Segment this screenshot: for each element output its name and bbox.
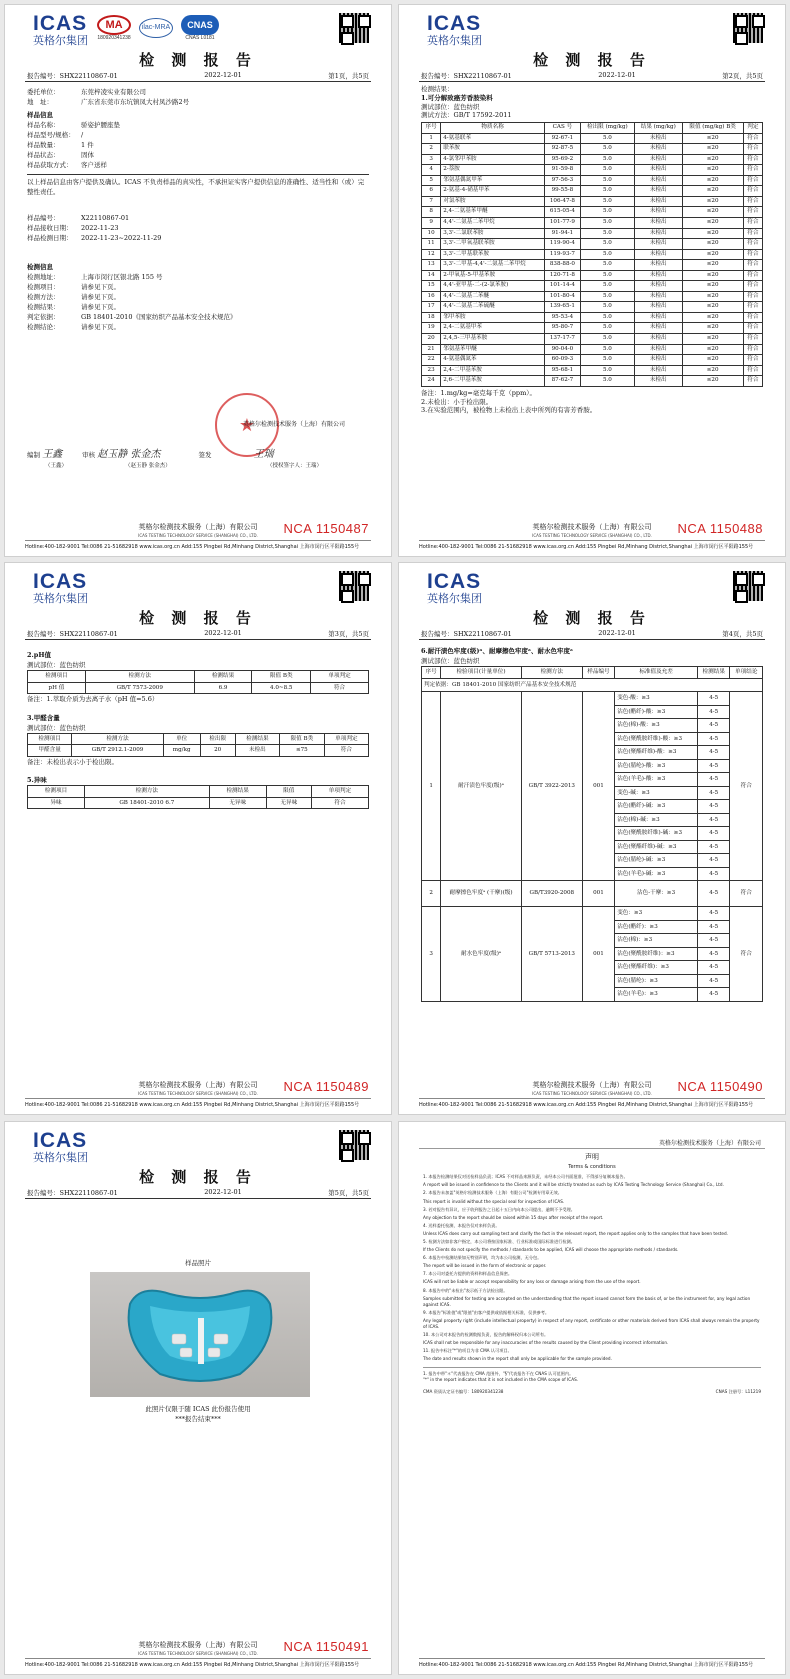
table-row: 2 耐摩擦色牢度ᵃ (干摩)(级) GB/T3920-2008 001 沾色-干摩：≥3 4-5 符合 xyxy=(422,881,763,907)
table-row: 9 4,4'-二氨基二苯甲烷 101-77-9 5.0 未检出 ≤20 符合 xyxy=(422,217,763,228)
info-row: 样品编号： X22110867-01 xyxy=(27,213,130,222)
table-row: 18 邻甲苯胺 95-53-4 5.0 未检出 ≤20 符合 xyxy=(422,312,763,323)
column-header: 检测结果 xyxy=(194,671,252,683)
column-header: 检验项目(计量单位) xyxy=(441,667,522,679)
accreditation-logos xyxy=(97,15,219,41)
terms-paragraph: ICAS shall not be responsible for any inaccuracies of the results caused by the Client providing incorrect information. xyxy=(423,1340,669,1346)
terms-paragraph: If the Clients do not specify the methods / standards to be applied, ICAS will choose the appropriate methods / standards. xyxy=(423,1247,679,1253)
info-row: 样品型号/规格： / xyxy=(27,131,84,140)
terms-paragraph: Unless ICAS does carry out sampling test and clarify the fact in the relevant report, the report applies only to the samples that have been tested. xyxy=(423,1230,728,1236)
table-row: 16 4,4'-二氨基二苯醚 101-80-4 5.0 未检出 ≤20 符合 xyxy=(422,291,763,302)
column-header: 结果 (mg/kg) xyxy=(634,123,682,134)
table-row: 23 2,4-二甲基苯胺 95-68-1 5.0 未检出 ≤20 符合 xyxy=(422,365,763,376)
terms-paragraph: 5. 检测方法如非客户指定，本公司将按国家标准、行业标准或国际标准进行检测。 xyxy=(423,1239,575,1244)
page-title: 检 测 报 告 xyxy=(139,609,257,627)
ilac-logo: ilac-MRA xyxy=(139,18,173,38)
report-page-1: ICAS 英格尔集团 MA 180920341238 ilac-MRA CNAS CNAS L0181 检 测 报 告 报告编号：SHX22110867-01 2022-12-01 第1页，共5页 委托单位： 东莞梓凌实业有限公司 地 址： 广东省东莞市东坑镇凤大村凤沙路2号 样品信息 样品名称： 骄姿护腰座垫 样品型号/规格： / 样品数量： 1 件 样品状态： 固体 样品获取方式： 客户送样 以上样品信息由客户提供及确认。ICAS 不负责样品的真实性，不承担证实客户提供信息的准确性、适当性和（或）完整性责任。 样品编号： X22110867-01 样品接收日期： 2022-11-23 样品检测日期： 2022-11-23~2022-11-29 检测信息 检测地址： 上海市闵行区银北路 155 号 检测项目： 请参见下页。 检测方法： 请参见下页。 检测结果： 请参见下页。 判定依据： GB 18401-2010《国家纺织产品基本安全技术规范》 检测结论： 请参见下页。 ★ 英格尔检测技术服务（上海）有限公司 编制 王鑫 审核 赵玉静 张金杰 签发 王瑞 （王鑫） （赵玉静 张金杰） （授权签字人：王瑞） NCA 1150487 英格尔检测技术服务（上海）有限公司 ICAS TESTING TECHNOLOGY SERVICE (SHANGHAI) CO., LTD. Hotline:400-182-9001 Tel:0086 21-51682918 www.icas.org.cn Add:155 Pingbei Rd,Minhang District,Shanghai 上海市闵行区平阳路155号 xyxy=(4,4,392,557)
column-header: 判定 xyxy=(743,123,762,134)
table-row: 24 2,6-二甲基苯胺 87-62-7 5.0 未检出 ≤20 符合 xyxy=(422,376,763,387)
nca-number: NCA 1150489 xyxy=(283,1079,369,1094)
table-row: 10 3,3'-二氯联苯胺 91-94-1 5.0 未检出 ≤20 符合 xyxy=(422,228,763,239)
table-row: 沾色(醋纤)-碱：≥3 4-5 xyxy=(422,800,763,814)
table-row: 变色-碱：≥3 4-5 xyxy=(422,786,763,800)
nca-number: NCA 1150487 xyxy=(283,521,369,536)
terms-paragraph: Any legal property right (include intellectual property) in respect of any report, certificate or other materials derived from ICAS shall always remain the property of ICAS. xyxy=(423,1317,760,1330)
aromatic-amine-table xyxy=(421,122,763,387)
table-row: 2 联苯胺 92-87-5 5.0 未检出 ≤20 符合 xyxy=(422,144,763,155)
column-header: 检测项目 xyxy=(28,671,86,683)
info-row: 判定依据： GB 18401-2010《国家纺织产品基本安全技术规范》 xyxy=(27,313,237,322)
info-row: 样品接收日期： 2022-11-23 xyxy=(27,223,119,232)
table-row: 6 2-氨基-4-硝基甲苯 99-55-8 5.0 未检出 ≤20 符合 xyxy=(422,186,763,197)
table-row: 沾色(棉)：≥3 4-5 xyxy=(422,934,763,948)
qr-code-icon xyxy=(733,13,763,43)
column-header: 单项结论 xyxy=(730,667,763,679)
table-row: 4 2-萘胺 91-59-8 5.0 未检出 ≤20 符合 xyxy=(422,165,763,176)
nca-number: NCA 1150491 xyxy=(283,1639,369,1654)
cnas-logo: CNAS CNAS L0181 xyxy=(181,15,219,41)
info-row: 样品获取方式： 客户送样 xyxy=(27,161,107,170)
page-footer: 英格尔检测技术服务（上海）有限公司 ICAS TESTING TECHNOLOGY SERVICE (SHANGHAI) CO., LTD. Hotline:400-182-9001 Tel:0086 21-51682918 www.icas.org.cn Add:155 Pingbei Rd,Minhang District,Shanghai 上海市闵行区平阳路155号 xyxy=(25,522,371,550)
terms-paragraph: The report will be issued in the form of electronic or paper. xyxy=(423,1263,547,1269)
terms-paragraph: 9. 本报告"标准值"或"限值"由客户提供或依据相关标准，仅供参考。 xyxy=(423,1309,550,1315)
column-header: 检测方法 xyxy=(84,786,209,798)
info-row: 检测项目： 请参见下页。 xyxy=(27,282,120,291)
table-note: 3.在实验范围内，被检物上未检出上表中所列的有害芳香胺。 xyxy=(421,406,597,415)
signature-row: 编制 王鑫 审核 赵玉静 张金杰 签发 王瑞 xyxy=(27,449,274,460)
table-row: 7 对氯苯胺 106-47-8 5.0 未检出 ≤20 符合 xyxy=(422,196,763,207)
terms-note: 1. 报告中带"＊"代表报告在 CMA 范围外，"§"代表报告不在 CNAS 认可范围内。 xyxy=(423,1370,574,1376)
info-row: 样品名称： 骄姿护腰座垫 xyxy=(27,121,120,130)
icas-logo: ICAS 英格尔集团 xyxy=(427,12,482,47)
table-row: 3 4-氯邻甲苯胺 95-69-2 5.0 未检出 ≤20 符合 xyxy=(422,154,763,165)
column-header: 检测方法 xyxy=(72,733,164,745)
column-header: 单项判定 xyxy=(311,786,368,798)
page-title: 检 测 报 告 xyxy=(139,51,257,69)
sample-photo xyxy=(90,1272,310,1397)
info-row: 样品状态： 固体 xyxy=(27,151,94,160)
table-row: 沾色(羊毛)-酸：≥3 4-5 xyxy=(422,773,763,787)
nca-number: NCA 1150488 xyxy=(677,521,763,536)
terms-paragraph: 2. 本报告未加盖"英格尔检测技术服务（上海）有限公司"检测专用章无效。 xyxy=(423,1190,562,1196)
report-page-5: ICAS 英格尔集团 检 测 报 告 报告编号：SHX22110867-01 2022-12-01 第5页，共5页 样品照片 此照片仅限于随 ICAS 此份报告使用 ***报告结束*** NCA 1150491 英格尔检测技术服务（上海）有限公司 ICAS TESTING TECHNOLOGY SERVICE (SHANGHAI) CO., LTD. Hotline:400-182-9001 Tel:0086 21-51682918 www.icas.org.cn Add:155 Pingbei Rd,Minhang District,Shanghai 上海市闵行区平阳路155号 xyxy=(4,1121,392,1675)
cma-logo: MA 180920341238 xyxy=(97,15,131,41)
column-header: 检测结果 xyxy=(235,733,279,745)
icas-logo: ICAS 英格尔集团 xyxy=(33,1129,88,1164)
terms-paragraph: 3. 若对报告有异议，应于收到报告之日起十五日内向本公司提出，逾期不予受理。 xyxy=(423,1206,575,1212)
qr-code-icon xyxy=(339,571,369,601)
terms-paragraph: 7. 本公司对委托方提供的资料和样品信息保密。 xyxy=(423,1271,513,1277)
terms-paragraph: 11. 报告中标注"*"的项目为非 CMA 认可项目。 xyxy=(423,1348,512,1354)
table-row: 8 2,4-二氨基苯甲醚 615-05-4 5.0 未检出 ≤20 符合 xyxy=(422,207,763,218)
qr-code-icon xyxy=(733,571,763,601)
cushion-image xyxy=(120,1284,280,1384)
table-row: 沾色(羊毛)-碱：≥3 4-5 xyxy=(422,867,763,881)
table-row: 20 2,4,5-三甲基苯胺 137-17-7 5.0 未检出 ≤20 符合 xyxy=(422,334,763,345)
seal-company-name: 英格尔检测技术服务（上海）有限公司 xyxy=(243,421,346,428)
terms-paragraph: 8. 本报告中的"未检出"表示低于方法检出限。 xyxy=(423,1287,508,1293)
info-row: 检测结论： 请参见下页。 xyxy=(27,323,120,332)
column-header: 标准值及允差 xyxy=(615,667,698,679)
report-meta: 报告编号：SHX22110867-01 2022-12-01 第1页，共5页 xyxy=(27,71,369,80)
table-row: 沾色(聚酯纤维)：≥3 4-5 xyxy=(422,961,763,975)
ph-table: 检测项目 检测方法 检测结果 限值 B类 单项判定 pH 值 GB/T 7573-2009 6.9 4.0~8.5 符合 xyxy=(27,670,369,694)
qr-code-icon xyxy=(339,1130,369,1160)
table-row: 13 3,3'-二甲基-4,4'-二氨基二苯甲烷 838-88-0 5.0 未检出 ≤20 符合 xyxy=(422,260,763,271)
terms-paragraph: This report is invalid without the special seal for inspection of ICAS. xyxy=(423,1198,565,1204)
table-row: 沾色(聚酰胺纤维)：≥3 4-5 xyxy=(422,947,763,961)
table-row: 22 4-氨基偶氮苯 60-09-3 5.0 未检出 ≤20 符合 xyxy=(422,355,763,366)
report-page-4: ICAS 英格尔集团 检 测 报 告 报告编号：SHX22110867-01 2022-12-01 第4页，共5页 6.耐汗渍色牢度(级)ᵃ、耐摩擦色牢度ᵃ、耐水色牢度ᵃ 测试部位：蓝色纺织 序号 检验项目(计量单位) 检测方法 样品编号 标准值及允差 检测结果 单项结论 判定依据：GB 18401-2010 国家纺织产品基本安全技术规范 1 耐汗渍色牢度(级)ᵃ GB/T 3922-2013 001 变色-酸：≥3 4-5 符合 沾色(醋纤)-酸：≥3 4-5 沾色(棉)-酸：≥3 4-5 沾色(聚酰胺纤维)-酸：≥3 4-5 沾色(聚酯纤维)-酸：≥3 4-5 沾色(腈纶)-酸：≥3 4-5 沾色(羊毛)-酸：≥3 4-5 变色-碱：≥3 4-5 沾色(醋纤)-碱：≥3 4-5 沾色(棉)-碱：≥3 4-5 沾色(聚酰胺纤维)-碱：≥3 4-5 沾色(聚酯纤维)-碱：≥3 4-5 沾色(腈纶)-碱：≥3 4-5 沾色(羊毛)-碱：≥3 4-5 2 耐摩擦色牢度ᵃ (干摩)(级) GB/T3920-2008 001 沾色-干摩：≥3 4-5 符合 3 耐水色牢度(级)ᵃ GB/T 5713-2013 001 变色：≥3 4-5 符合 沾色(醋纤)：≥3 4-5 沾色(棉)：≥3 4-5 沾色(聚酰胺纤维)：≥3 4-5 沾色(聚酯纤维)：≥3 4-5 沾色(腈纶)：≥3 4-5 沾色(羊毛)：≥3 4-5 NCA 1150490 英格尔检测技术服务（上海）有限公司 ICAS TESTING TECHNOLOGY SERVICE (SHANGHAI) CO., LTD. Hotline:400-182-9001 Tel:0086 21-51682918 www.icas.org.cn Add:155 Pingbei Rd,Minhang District,Shanghai 上海市闵行区平阳路155号 xyxy=(398,562,786,1115)
page-title: 检 测 报 告 xyxy=(533,609,651,627)
info-row: 检测结果： 请参见下页。 xyxy=(27,303,120,312)
column-header: 检测方法 xyxy=(85,671,194,683)
table-row: 1 耐汗渍色牢度(级)ᵃ GB/T 3922-2013 001 变色-酸：≥3 4-5 符合 xyxy=(422,692,763,706)
page-title: 检 测 报 告 xyxy=(139,1168,257,1186)
column-header: 样品编号 xyxy=(582,667,614,679)
table-row: 沾色(聚酯纤维)-酸：≥3 4-5 xyxy=(422,746,763,760)
table-row: 沾色(聚酰胺纤维)-碱：≥3 4-5 xyxy=(422,827,763,841)
terms-paragraph: 1. 本报告检测结果仅对送检样品负责；ICAS 不对样品来源负责，未经本公司书面批准，不得部分复制本报告。 xyxy=(423,1174,628,1180)
terms-paragraph: Any objection to the report should be raised within 15 days after receipt of the report. xyxy=(423,1214,604,1220)
table-row: 沾色(聚酰胺纤维)-酸：≥3 4-5 xyxy=(422,732,763,746)
table-row: 沾色(聚酯纤维)-碱：≥3 4-5 xyxy=(422,840,763,854)
info-row: 检测方法： 请参见下页。 xyxy=(27,293,120,301)
column-header: 检测项目 xyxy=(28,786,85,798)
table-row: 15 4,4'-亚甲基-二-(2-氯苯胺) 101-14-4 5.0 未检出 ≤20 符合 xyxy=(422,281,763,292)
column-header: 限值 xyxy=(266,786,311,798)
icas-logo: ICAS 英格尔集团 xyxy=(33,12,88,47)
column-header: CAS 号 xyxy=(545,123,581,134)
terms-note: "*" in the report indicates that it is not included in the CMA scope of ICAS. xyxy=(423,1376,579,1382)
column-header: 单位 xyxy=(163,733,200,745)
column-header: 限值 (mg/kg) B类 xyxy=(682,123,743,134)
table-row: 19 2,4-二氨基甲苯 95-80-7 5.0 未检出 ≤20 符合 xyxy=(422,323,763,334)
table-row: 3 耐水色牢度(级)ᵃ GB/T 5713-2013 001 变色：≥3 4-5 符合 xyxy=(422,907,763,921)
photo-title: 样品照片 xyxy=(185,1259,211,1267)
table-row: 沾色(羊毛)：≥3 4-5 xyxy=(422,988,763,1002)
table-row: 21 邻氨基苯甲醚 90-04-0 5.0 未检出 ≤20 符合 xyxy=(422,344,763,355)
info-row: 样品检测日期： 2022-11-23~2022-11-29 xyxy=(27,233,162,242)
report-page-3: ICAS 英格尔集团 检 测 报 告 报告编号：SHX22110867-01 2022-12-01 第3页，共5页 2.pH值 测试部位：蓝色纺织 检测项目 检测方法 检测结果 限值 B类 单项判定 pH 值 GB/T 7573-2009 6.9 4.0~8.5 符合 备注：1.萃取介质为去离子水（pH 值=5.6） 3.甲醛含量 测试部位：蓝色纺织 检测项目 检测方法 单位 检出限 检测结果 限值 B类 单项判定 甲醛含量 GB/T 2912.1-2009 mg/kg 20 未检出 ≤75 符合 备注：未检出表示小于检出限。 5.异味 检测项目 检测方法 检测结果 限值 单项判定 异味 GB 18401-2010 6.7 无异味 无异味 符合 NCA 1150489 英格尔检测技术服务（上海）有限公司 ICAS TESTING TECHNOLOGY SERVICE (SHANGHAI) CO., LTD. Hotline:400-182-9001 Tel:0086 21-51682918 www.icas.org.cn Add:155 Pingbei Rd,Minhang District,Shanghai 上海市闵行区平阳路155号 xyxy=(4,562,392,1115)
header-row xyxy=(422,667,763,679)
icas-logo: ICAS 英格尔集团 xyxy=(33,570,88,605)
terms-page: 英格尔检测技术服务（上海）有限公司 声明 Terms & conditions 1. 本报告检测结果仅对送检样品负责；ICAS 不对样品来源负责，未经本公司书面批准，不得部分复制本报告。 A report will be issued in confidence to the Clients and it will be strictly treated as such by ICAS Testing Technology Service (Shanghai) Co., Ltd. 2. 本报告未加盖"英格尔检测技术服务（上海）有限公司"检测专用章无效。 This report is invalid without the special seal for inspection of ICAS. 3. 若对报告有异议，应于收到报告之日起十五日内向本公司提出，逾期不予受理。 Any objection to the report should be raised within 15 days after receipt of the report. 4. 送样委托检测，本报告仅对来样负责。 Unless ICAS does carry out sampling test and clarify the fact in the relevant report, the report applies only to the samples that have been tested. 5. 检测方法如非客户指定，本公司将按国家标准、行业标准或国际标准进行检测。 If the Clients do not specify the methods / standards to be applied, ICAS will choose the appropriate methods / standards. 6. 本报告中检测结果如无特别声明，均为本公司检测，无分包。 The report will be issued in the form of electronic or paper. 7. 本公司对委托方提供的资料和样品信息保密。 ICAS will not be liable or accept responsibility for any loss or damage arising from the use of the report. 8. 本报告中的"未检出"表示低于方法检出限。 Samples submitted for testing are accepted on the understanding that the report issued cannot form the basis of, or be the instrument for, any legal action against ICAS. 9. 本报告"标准值"或"限值"由客户提供或依据相关标准，仅供参考。 Any legal property right (include intellectual property) in respect of any report, certificate or other materials derived from ICAS shall always remain the property of ICAS. 10. 本公司对本报告的检测数据负责，报告的解释权归本公司所有。 ICAS shall not be responsible for any inaccuracies of the results caused by the Client providing incorrect information. 11. 报告中标注"*"的项目为非 CMA 认可项目。 The date and results shown in the report shall only be applicable for the sample provided. 1. 报告中带"＊"代表报告在 CMA 范围外，"§"代表报告不在 CNAS 认可范围内。 "*" in the report indicates that it is not included in the CMA scope of ICAS. CMA 资质认定证书编号：180920341238 CNAS 注册号：L11219 Hotline:400-182-9001 Tel:0086 21-51682918 www.icas.org.cn Add:155 Pingbei Rd,Minhang District,Shanghai 上海市闵行区平阳路155号 xyxy=(398,1121,786,1675)
table-note: 备注：1.mg/kg=毫克每千克（ppm）。 xyxy=(421,388,536,397)
terms-paragraph: Samples submitted for testing are accepted on the understanding that the report issued cannot form the basis of, or be the instrument for, any legal action against ICAS. xyxy=(423,1295,751,1307)
terms-paragraph: ICAS will not be liable or accept responsibility for any loss or damage arising from the use of the report. xyxy=(423,1279,641,1285)
page-title: 检 测 报 告 xyxy=(533,51,651,69)
column-header: 检出限 xyxy=(200,733,235,745)
report-page-2: ICAS 英格尔集团 检 测 报 告 报告编号：SHX22110867-01 2022-12-01 第2页，共5页 检测结果： 1.可分解致癌芳香胺染料 测试部位：蓝色纺织 测试方法：GB/T 17592-2011 序号 物质名称 CAS 号 检出限 (mg/kg) 结果 (mg/kg) 限值 (mg/kg) B类 判定 1 4-氨基联苯 92-67-1 5.0 未检出 ≤20 符合 2 联苯胺 92-87-5 5.0 未检出 ≤20 符合 3 4-氯邻甲苯胺 95-69-2 5.0 未检出 ≤20 符合 4 2-萘胺 91-59-8 5.0 未检出 ≤20 符合 5 邻氨基偶氮甲苯 97-56-3 5.0 未检出 ≤20 符合 6 2-氨基-4-硝基甲苯 99-55-8 5.0 未检出 ≤20 符合 7 对氯苯胺 106-47-8 5.0 未检出 ≤20 符合 8 2,4-二氨基苯甲醚 615-05-4 5.0 未检出 ≤20 符合 9 4,4'-二氨基二苯甲烷 101-77-9 5.0 未检出 ≤20 符合 10 3,3'-二氯联苯胺 91-94-1 5.0 未检出 ≤20 符合 11 3,3'-二甲氧基联苯胺 119-90-4 5.0 未检出 ≤20 符合 12 3,3'-二甲基联苯胺 119-93-7 5.0 未检出 ≤20 符合 13 3,3'-二甲基-4,4'-二氨基二苯甲烷 838-88-0 5.0 未检出 ≤20 符合 14 2-甲氧基-5-甲基苯胺 120-71-8 5.0 未检出 ≤20 符合 15 4,4'-亚甲基-二-(2-氯苯胺) 101-14-4 5.0 未检出 ≤20 符合 16 4,4'-二氨基二苯醚 101-80-4 5.0 未检出 ≤20 符合 17 4,4'-二氨基二苯硫醚 139-65-1 5.0 未检出 ≤20 符合 18 邻甲苯胺 95-53-4 5.0 未检出 ≤20 符合 19 2,4-二氨基甲苯 95-80-7 5.0 未检出 ≤20 符合 20 2,4,5-三甲基苯胺 137-17-7 5.0 未检出 ≤20 符合 21 邻氨基苯甲醚 90-04-0 5.0 未检出 ≤20 符合 22 4-氨基偶氮苯 60-09-3 5.0 未检出 ≤20 符合 23 2,4-二甲基苯胺 95-68-1 5.0 未检出 ≤20 符合 24 2,6-二甲基苯胺 87-62-7 5.0 未检出 ≤20 符合 备注：1.mg/kg=毫克每千克（ppm）。 2.未检出：小于检出限。 3.在实验范围内，被检物上未检出上表中所列的有害芳香胺。 NCA 1150488 英格尔检测技术服务（上海）有限公司 ICAS TESTING TECHNOLOGY SERVICE (SHANGHAI) CO., LTD. Hotline:400-182-9001 Tel:0086 21-51682918 www.icas.org.cn Add:155 Pingbei Rd,Minhang District,Shanghai 上海市闵行区平阳路155号 xyxy=(398,4,786,557)
column-header: 限值 B类 xyxy=(252,671,311,683)
formaldehyde-table: 检测项目 检测方法 单位 检出限 检测结果 限值 B类 单项判定 甲醛含量 GB/T 2912.1-2009 mg/kg 20 未检出 ≤75 符合 xyxy=(27,733,369,757)
info-row: 检测地址： 上海市闵行区银北路 155 号 xyxy=(27,272,163,281)
table-row: 沾色(棉)-碱：≥3 4-5 xyxy=(422,813,763,827)
column-header: 检测结果 xyxy=(698,667,730,679)
table-row: 沾色(醋纤)：≥3 4-5 xyxy=(422,920,763,934)
column-header: 检测结果 xyxy=(209,786,266,798)
odor-table: 检测项目 检测方法 检测结果 限值 单项判定 异味 GB 18401-2010 6.7 无异味 无异味 符合 xyxy=(27,785,369,809)
terms-text: Terms & conditions 1. 本报告检测结果仅对送检样品负责；ICAS 不对样品来源负责，未经本公司书面批准，不得部分复制本报告。 A report will be issued in confidence to the Clients and it will be strictly treated as such by ICAS Testing Technology Service (Shanghai) Co., Ltd. 2. 本报告未加盖"英格尔检测技术服务（上海）有限公司"检测专用章无效。 This report is invalid without the special seal for inspection of ICAS. 3. 若对报告有异议，应于收到报告之日起十五日内向本公司提出，逾期不予受理。 Any objection to the report should be raised within 15 days after receipt of the report. 4. 送样委托检测，本报告仅对来样负责。 Unless ICAS does carry out sampling test and clarify the fact in the relevant report, the report applies only to the samples that have been tested. 5. 检测方法如非客户指定，本公司将按国家标准、行业标准或国际标准进行检测。 If the Clients do not specify the methods / standards to be applied, ICAS will choose the appropriate methods / standards. 6. 本报告中检测结果如无特别声明，均为本公司检测，无分包。 The report will be issued in the form of electronic or paper. 7. 本公司对委托方提供的资料和样品信息保密。 ICAS will not be liable or accept responsibility for any loss or damage arising from the use of the report. 8. 本报告中的"未检出"表示低于方法检出限。 Samples submitted for testing are accepted on the understanding that the report issued cannot form the basis of, or be the instrument for, any legal action against ICAS. 9. 本报告"标准值"或"限值"由客户提供或依据相关标准，仅供参考。 Any legal property right (include intellectual property) in respect of any report, certificate or other materials derived from ICAS shall always remain the property of ICAS. 10. 本公司对本报告的检测数据负责，报告的解释权归本公司所有。 ICAS shall not be responsible for any inaccuracies of the results caused by the Client providing incorrect information. 11. 报告中标注"*"的项目为非 CMA 认可项目。 The date and results shown in the report shall only be applicable for the sample provided. 1. 报告中带"＊"代表报告在 CMA 范围外，"§"代表报告不在 CNAS 认可范围内。 "*" in the report indicates that it is not included in the CMA scope of ICAS. CMA 资质认定证书编号：180920341238 CNAS 注册号：L11219 xyxy=(423,1164,761,1394)
table-row: 17 4,4'-二氨基二苯硫醚 139-65-1 5.0 未检出 ≤20 符合 xyxy=(422,302,763,313)
qr-code-icon xyxy=(339,13,369,43)
column-header: 限值 B类 xyxy=(280,733,325,745)
table-row: 沾色(棉)-酸：≥3 4-5 xyxy=(422,719,763,733)
table-row: 11 3,3'-二甲氧基联苯胺 119-90-4 5.0 未检出 ≤20 符合 xyxy=(422,239,763,250)
table-row: 沾色(醋纤)-酸：≥3 4-5 xyxy=(422,705,763,719)
column-header: 检出限 (mg/kg) xyxy=(580,123,634,134)
client-info: 委托单位： 东莞梓凌实业有限公司 地 址： 广东省东莞市东坑镇凤大村凤沙路2号 样品信息 样品名称： 骄姿护腰座垫 样品型号/规格： / 样品数量： 1 件 样品状态： 固体 样品获取方式： 客户送样 以上样品信息由客户提供及确认。ICAS 不负责样品的真实性，不承担证实客户提供信息的准确性、适当性和（或）完整性责任。 样品编号： X22110867-01 样品接收日期： 2022-11-23 样品检测日期： 2022-11-23~2022-11-29 检测信息 检测地址： 上海市闵行区银北路 155 号 检测项目： 请参见下页。 检测方法： 请参见下页。 检测结果： 请参见下页。 判定依据： GB 18401-2010《国家纺织产品基本安全技术规范》 检测结论： 请参见下页。 xyxy=(27,87,369,332)
info-row: 样品数量： 1 件 xyxy=(27,141,94,150)
nca-number: NCA 1150490 xyxy=(677,1079,763,1094)
column-header: 单项判定 xyxy=(324,733,368,745)
terms-paragraph: 4. 送样委托检测，本报告仅对来样负责。 xyxy=(423,1222,500,1228)
column-header: 序号 xyxy=(422,123,441,134)
column-header: 单项判定 xyxy=(311,671,369,683)
column-header: 物质名称 xyxy=(441,123,545,134)
table-row: 沾色(腈纶)-碱：≥3 4-5 xyxy=(422,854,763,868)
terms-paragraph: The date and results shown in the report shall only be applicable for the sample provided. xyxy=(423,1356,612,1362)
table-row: 沾色(腈纶)-酸：≥3 4-5 xyxy=(422,759,763,773)
terms-paragraph: 10. 本公司对本报告的检测数据负责，报告的解释权归本公司所有。 xyxy=(423,1332,549,1338)
table-row: 12 3,3'-二甲基联苯胺 119-93-7 5.0 未检出 ≤20 符合 xyxy=(422,249,763,260)
color-fastness-table: 序号 检验项目(计量单位) 检测方法 样品编号 标准值及允差 检测结果 单项结论 判定依据：GB 18401-2010 国家纺织产品基本安全技术规范 1 耐汗渍色牢度(级)ᵃ GB/T 3922-2013 001 变色-酸：≥3 4-5 符合 沾色(醋纤)-酸：≥3 4-5 沾色(棉)-酸：≥3 4-5 沾色(聚酰胺纤维)-酸：≥3 4-5 沾色(聚酯纤维)-酸：≥3 4-5 沾色(腈纶)-酸：≥3 4-5 沾色(羊毛)-酸：≥3 4-5 变色-碱：≥3 4-5 沾色(醋纤)-碱：≥3 4-5 沾色(棉)-碱：≥3 4-5 沾色(聚酰胺纤维)-碱：≥3 4-5 沾色(聚酯纤维)-碱：≥3 4-5 沾色(腈纶)-碱：≥3 4-5 沾色(羊毛)-碱：≥3 4-5 2 耐摩擦色牢度ᵃ (干摩)(级) GB/T3920-2008 001 沾色-干摩：≥3 4-5 符合 3 耐水色牢度(级)ᵃ GB/T 5713-2013 001 变色：≥3 4-5 符合 沾色(醋纤)：≥3 4-5 沾色(棉)：≥3 4-5 沾色(聚酰胺纤维)：≥3 4-5 沾色(聚酯纤维)：≥3 4-5 沾色(腈纶)：≥3 4-5 沾色(羊毛)：≥3 4-5 xyxy=(421,666,763,1002)
icas-logo: ICAS 英格尔集团 xyxy=(427,570,482,605)
table-row: 14 2-甲氧基-5-甲基苯胺 120-71-8 5.0 未检出 ≤20 符合 xyxy=(422,270,763,281)
column-header: 检测项目 xyxy=(28,733,72,745)
table-row: 沾色(腈纶)：≥3 4-5 xyxy=(422,974,763,988)
column-header: 序号 xyxy=(422,667,441,679)
table-row: 1 4-氨基联苯 92-67-1 5.0 未检出 ≤20 符合 xyxy=(422,133,763,144)
terms-paragraph: 6. 本报告中检测结果如无特别声明，均为本公司检测，无分包。 xyxy=(423,1255,542,1261)
table-row: 5 邻氨基偶氮甲苯 97-56-3 5.0 未检出 ≤20 符合 xyxy=(422,175,763,186)
terms-paragraph: A report will be issued in confidence to the Clients and it will be strictly treated as such by ICAS Testing Technology Service (Shanghai) Co., Ltd. xyxy=(423,1182,724,1188)
column-header: 检测方法 xyxy=(521,667,582,679)
table-note: 2.未检出：小于检出限。 xyxy=(421,397,493,406)
